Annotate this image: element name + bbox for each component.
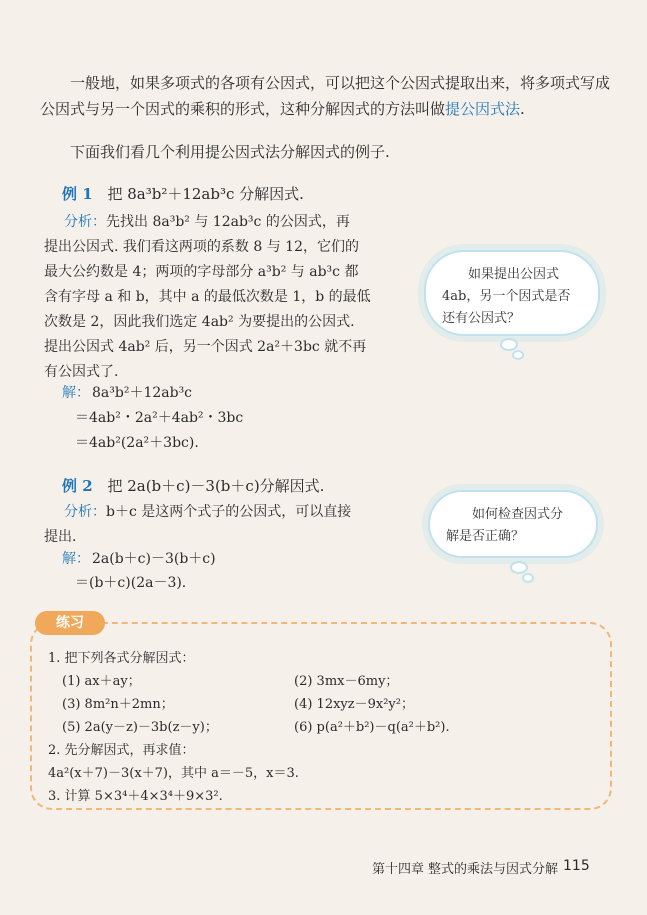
example1-title: 把 8a³b²＋12ab³c 分解因式. — [107, 185, 304, 203]
cloud2-tail-bubble — [522, 573, 534, 583]
example2-analysis-line — [44, 502, 351, 522]
cloud1-tail-bubble — [500, 338, 518, 351]
example2-analysis-text: b＋c 是这两个式子的公因式，可以直接 — [106, 504, 352, 520]
practice-item: (5) 2a(y－z)－3b(z－y)； — [62, 720, 218, 735]
intro-text: 一般地，如果多项式的各项有公因式，可以把这个公因式提取出来，将多项式写成公因式与另一个因式的乘积的形式，这种分解因式的方法叫做 — [40, 74, 611, 118]
example2-solution-step: ＝(b＋c)(2a－3). — [75, 575, 187, 591]
example1-heading — [62, 184, 304, 204]
example1-analysis-line — [44, 212, 350, 232]
footer-chapter: 第十四章 — [372, 862, 425, 877]
thought-cloud-2 — [428, 490, 598, 558]
example1-analysis-line: 最大公约数是 4；两项的字母部分 a³b² 与 ab³c 都 — [44, 264, 359, 280]
example1-analysis-label: 分析： — [64, 214, 106, 230]
thought-cloud-1 — [424, 250, 600, 336]
cloud2-tail-bubble — [510, 561, 528, 574]
practice-tab: 练习 — [35, 611, 105, 635]
cloud1-line: 还有公因式？ — [442, 311, 521, 326]
practice-question-3: 3. 计算 5×3⁴＋4×3⁴＋9×3². — [48, 789, 223, 804]
example1-solution-step: 8a³b²＋12ab³c — [92, 385, 193, 401]
practice-question-2: 2. 先分解因式，再求值： — [48, 743, 195, 758]
cloud2-line: 解是否正确？ — [446, 529, 525, 544]
practice-question-2-expr: 4a²(x＋7)－3(x＋7)，其中 a＝－5，x＝3. — [48, 766, 299, 781]
practice-item: (3) 8m²n＋2mn； — [62, 697, 174, 712]
practice-item: (6) p(a²＋b²)－q(a²＋b²). — [294, 720, 450, 735]
example1-analysis-line: 次数是 2，因此我们选定 4ab² 为要提出的公因式. — [44, 314, 355, 330]
solution-label: 解： — [62, 551, 90, 567]
example1-analysis-text: 先找出 8a³b² 与 12ab³c 的公因式，再 — [106, 214, 350, 230]
cloud1-line: 如果提出公因式 — [468, 267, 560, 282]
example1-analysis-line: 提出公因式. 我们看这两项的系数 8 与 12，它们的 — [44, 239, 359, 255]
example1-analysis-line: 有公因式了. — [44, 364, 119, 380]
example2-label: 例 2 — [62, 477, 93, 495]
footer-title: 整式的乘法与因式分解 — [428, 862, 559, 877]
cloud1-line: 4ab，另一个因式是否 — [442, 289, 571, 304]
solution-label: 解： — [62, 385, 90, 401]
cloud1-tail-bubble — [512, 350, 524, 360]
practice-item: (2) 3mx－6my； — [294, 674, 399, 689]
example1-analysis-line: 提出公因式 4ab² 后，另一个因式 2a²＋3bc 就不再 — [44, 339, 367, 355]
example1-label: 例 1 — [62, 185, 93, 203]
example1-analysis-line: 含有字母 a 和 b，其中 a 的最低次数是 1，b 的最低 — [44, 289, 371, 305]
practice-question-1: 1. 把下列各式分解因式： — [48, 651, 195, 666]
page-number: 115 — [563, 858, 590, 874]
example1-solution-step: ＝4ab²(2a²＋3bc). — [75, 435, 199, 451]
practice-item: (4) 12xyz－9x²y²； — [294, 697, 414, 712]
example2-title: 把 2a(b＋c)－3(b＋c)分解因式. — [107, 477, 325, 495]
example2-analysis-label: 分析： — [64, 504, 106, 520]
example1-solution-step: ＝4ab²・2a²＋4ab²・3bc — [75, 410, 244, 426]
example2-solution-step: 2a(b＋c)－3(b＋c) — [92, 551, 216, 567]
intro-end: . — [520, 100, 525, 118]
intro-paragraph — [40, 70, 610, 122]
cloud2-line: 如何检查因式分 — [472, 507, 564, 522]
example2-heading — [62, 476, 324, 496]
example2-solution-label — [62, 549, 90, 569]
example2-analysis-line: 提出. — [44, 529, 77, 545]
example1-solution-label — [62, 383, 90, 403]
intro-term: 提公因式法 — [445, 100, 521, 118]
intro-paragraph-2: 下面我们看几个利用提公因式法分解因式的例子. — [70, 143, 390, 161]
practice-item: (1) ax＋ay； — [62, 674, 141, 689]
